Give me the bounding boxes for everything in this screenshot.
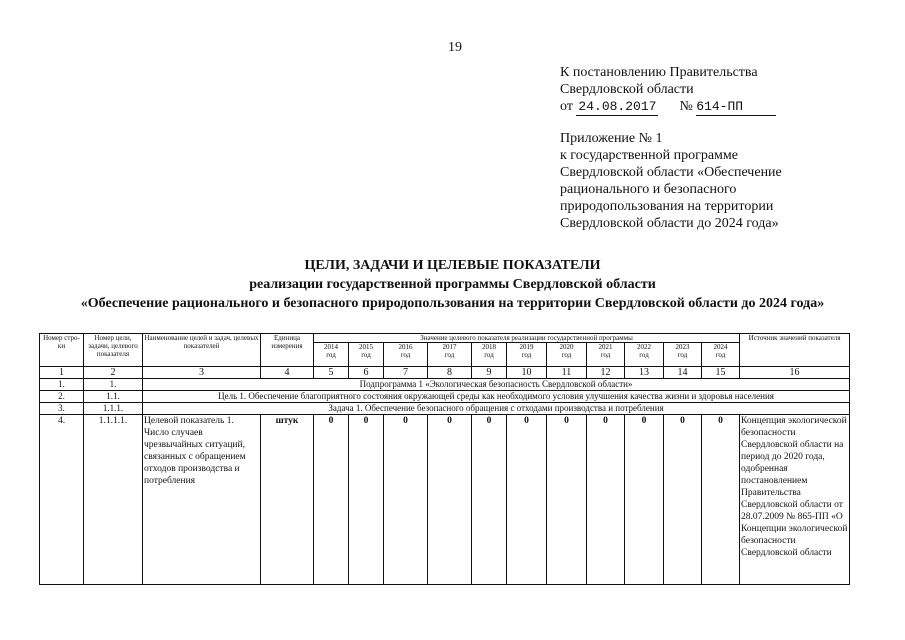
appendix-line: рационального и безопасного — [560, 182, 737, 197]
col-number: 4 — [261, 367, 314, 379]
title-line: «Обеспечение рационального и безопасного природопользования на территории Свердловской области до 2024 года» — [80, 296, 825, 311]
header-unit: Единица измерения — [261, 334, 314, 367]
year-cell: 2020 год — [547, 343, 587, 367]
appendix-line: к государственной программе — [560, 148, 738, 163]
col-number: 8 — [428, 367, 472, 379]
row-number: 2. — [40, 391, 84, 403]
appendix-line: Свердловской области до 2024 года» — [560, 216, 779, 231]
value-cell: 0 — [507, 415, 547, 585]
row-number: 3. — [40, 403, 84, 415]
column-number-row — [40, 367, 850, 379]
header-goal-num: Номер цели, задачи, целевого показателя — [84, 334, 143, 367]
title-line: реализации государственной программы Свердловской области — [249, 277, 656, 292]
header-source: Источник значений показателя — [740, 334, 850, 367]
value-cell: 0 — [314, 415, 349, 585]
col-number: 1 — [40, 367, 84, 379]
header-row — [40, 334, 850, 343]
task-title: Задача 1. Обеспечение безопасного обращения с отходами производства и потребления — [143, 403, 850, 415]
value-cell: 0 — [587, 415, 625, 585]
row-code: 1. — [84, 379, 143, 391]
decree-block — [560, 64, 776, 116]
goals-table — [39, 333, 850, 585]
year-cell: 2016 год — [384, 343, 428, 367]
value-cell: 0 — [664, 415, 702, 585]
col-number: 12 — [587, 367, 625, 379]
row-code: 1.1.1. — [84, 403, 143, 415]
col-number: 7 — [384, 367, 428, 379]
page-number: 19 — [448, 40, 462, 55]
year-cell: 2015 год — [349, 343, 384, 367]
decree-date: 24.08.2017 — [578, 99, 657, 114]
from-label: от — [560, 99, 573, 114]
decree-line: Свердловской области — [560, 82, 694, 97]
indicator-unit: штук — [261, 415, 314, 585]
appendix-line: природопользования на территории — [560, 199, 774, 214]
row-number: 4. — [40, 415, 84, 585]
decree-date-line — [560, 98, 776, 116]
year-cell: 2017 год — [428, 343, 472, 367]
col-number: 13 — [625, 367, 664, 379]
col-number: 11 — [547, 367, 587, 379]
decree-number: 614-ПП — [696, 98, 776, 116]
table-row — [40, 391, 850, 403]
value-cell: 0 — [384, 415, 428, 585]
year-cell: 2021 год — [587, 343, 625, 367]
table-row — [40, 415, 850, 585]
row-number: 1. — [40, 379, 84, 391]
col-number: 2 — [84, 367, 143, 379]
indicator-source: Концепция экологической безопасности Свердловской области на период до 2020 года, одобренная постановлением Правительства Свердловской области от 28.07.2009 № 865-ПП «О Концепции экологической безопасности Свердловской области — [740, 415, 850, 585]
year-cell: 2024 год — [702, 343, 740, 367]
value-cell: 0 — [625, 415, 664, 585]
year-cell: 2019 год — [507, 343, 547, 367]
number-label: № — [679, 99, 693, 114]
title-line: ЦЕЛИ, ЗАДАЧИ И ЦЕЛЕВЫЕ ПОКАЗАТЕЛИ — [304, 258, 601, 273]
col-number: 6 — [349, 367, 384, 379]
value-cell: 0 — [702, 415, 740, 585]
row-code: 1.1.1.1. — [84, 415, 143, 585]
col-number: 10 — [507, 367, 547, 379]
table-row — [40, 403, 850, 415]
appendix-block — [560, 130, 782, 232]
value-cell: 0 — [547, 415, 587, 585]
year-cell: 2014 год — [314, 343, 349, 367]
value-cell: 0 — [472, 415, 507, 585]
col-number: 16 — [740, 367, 850, 379]
col-number: 15 — [702, 367, 740, 379]
col-number: 5 — [314, 367, 349, 379]
value-cell: 0 — [349, 415, 384, 585]
document-title — [0, 256, 905, 313]
header-name: Наименование целей и задач, целевых показателей — [143, 334, 261, 367]
col-number: 9 — [472, 367, 507, 379]
year-cell: 2022 год — [625, 343, 664, 367]
subprogram-title: Подпрограмма 1 «Экологическая безопасность Свердловской области» — [143, 379, 850, 391]
col-number: 3 — [143, 367, 261, 379]
year-cell: 2023 год — [664, 343, 702, 367]
table-row — [40, 379, 850, 391]
decree-line: К постановлению Правительства — [560, 65, 758, 80]
value-cell: 0 — [428, 415, 472, 585]
year-cell: 2018 год — [472, 343, 507, 367]
appendix-line: Свердловской области «Обеспечение — [560, 165, 782, 180]
row-code: 1.1. — [84, 391, 143, 403]
appendix-line: Приложение № 1 — [560, 131, 663, 146]
header-row-num: Номер стро-ки — [40, 334, 84, 367]
header-values: Значение целевого показателя реализации государственной программы — [314, 334, 740, 343]
indicator-name: Целевой показатель 1. Число случаев чрезвычайных ситуаций, связанных с обращением отходов производства и потребления — [143, 415, 261, 585]
goal-title: Цель 1. Обеспечение благоприятного состояния окружающей среды как необходимого условия улучшения качества жизни и здоровья населения — [143, 391, 850, 403]
col-number: 14 — [664, 367, 702, 379]
